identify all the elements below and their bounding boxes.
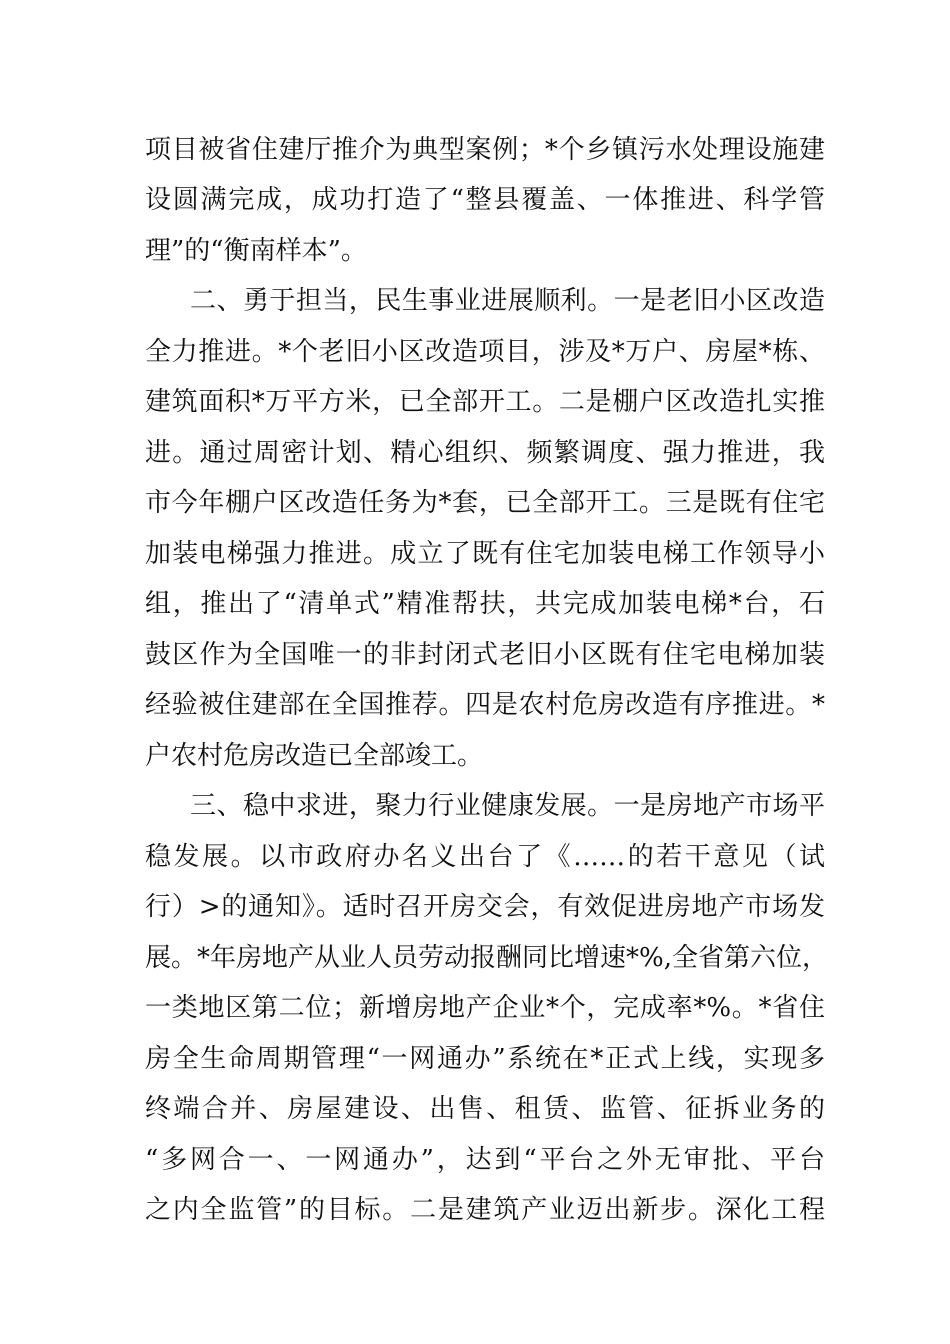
- text-line-21: “多网合一、一网通办”，达到“平台之外无审批、平台: [145, 1145, 825, 1175]
- text-line-15: 稳发展。以市政府办名义出台了《……的若干意见（试: [145, 842, 825, 872]
- paragraph-3-heading-line: 三、稳中求进，聚力行业健康发展。一是房地产市场平: [190, 791, 825, 821]
- text-line-18: 一类地区第二位；新增房地产企业*个，完成率*%。*省住: [145, 993, 825, 1023]
- text-line-1: 项目被省住建厅推介为典型案例；*个乡镇污水处理设施建: [145, 135, 825, 165]
- text-line-11: 鼓区作为全国唯一的非封闭式老旧小区既有住宅电梯加装: [145, 640, 825, 670]
- text-line-19: 房全生命周期管理“一网通办”系统在*正式上线，实现多: [145, 1044, 825, 1074]
- text-line-3: 理”的“衡南样本”。: [145, 236, 367, 266]
- text-line-2: 设圆满完成，成功打造了“整县覆盖、一体推进、科学管: [145, 185, 825, 215]
- paragraph-2-heading-line: 二、勇于担当，民生事业进展顺利。一是老旧小区改造: [190, 286, 825, 316]
- text-line-6: 建筑面积*万平方米，已全部开工。二是棚户区改造扎实推: [145, 387, 825, 417]
- text-line-8: 市今年棚户区改造任务为*套，已全部开工。三是既有住宅: [145, 488, 825, 518]
- text-line-5: 全力推进。*个老旧小区改造项目，涉及*万户、房屋*栋、: [145, 337, 825, 367]
- text-line-17: 展。*年房地产从业人员劳动报酬同比增速*%,全省第六位，: [145, 943, 828, 973]
- text-line-16: 行）>的通知》。适时召开房交会，有效促进房地产市场发: [145, 892, 825, 922]
- text-line-12: 经验被住建部在全国推荐。四是农村危房改造有序推进。*: [145, 690, 825, 720]
- text-line-9: 加装电梯强力推进。成立了既有住宅加装电梯工作领导小: [145, 539, 825, 569]
- text-line-20: 终端合并、房屋建设、出售、租赁、监管、征拆业务的: [145, 1094, 825, 1124]
- text-line-22: 之内全监管”的目标。二是建筑产业迈出新步。深化工程: [145, 1195, 825, 1225]
- text-line-13: 户农村危房改造已全部竣工。: [145, 741, 484, 771]
- text-line-7: 进。通过周密计划、精心组织、频繁调度、强力推进，我: [145, 438, 825, 468]
- text-line-10: 组，推出了“清单式”精准帮扶，共完成加装电梯*台，石: [145, 589, 825, 619]
